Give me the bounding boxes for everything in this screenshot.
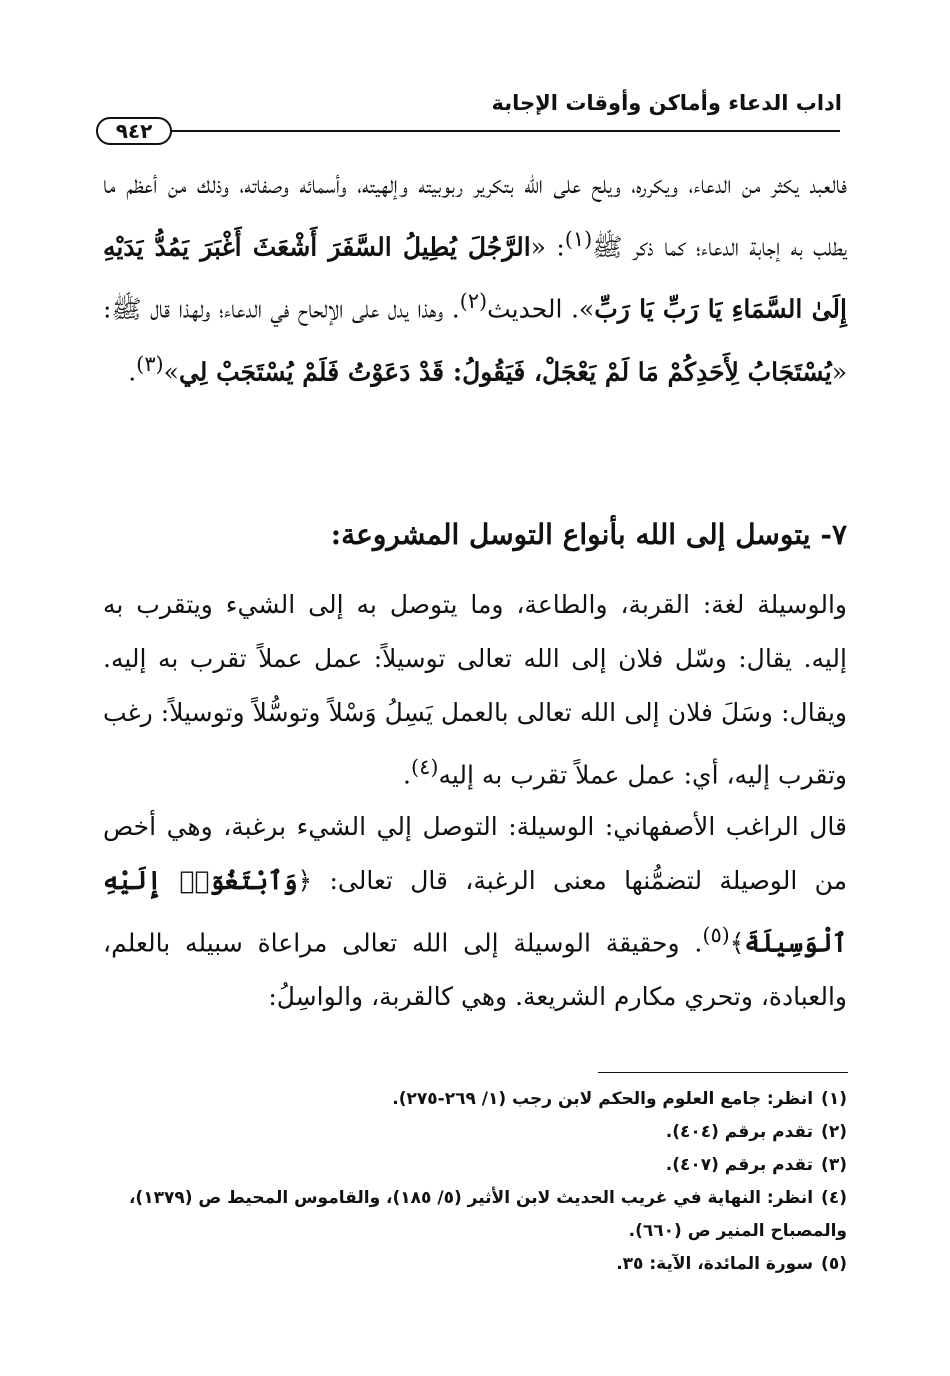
- running-title: اداب الدعاء وأماكن وأوقات الإجابة: [491, 91, 842, 115]
- hadith-quote-2: يُسْتَجَابُ لِأَحَدِكُمْ مَا لَمْ يَعْجَلْ، فَيَقُولُ: قَدْ دَعَوْتُ فَلَمْ يُسْتَجَبْ لِي: [178, 356, 832, 386]
- paragraph-1-text-c: ». الحديث: [487, 294, 595, 324]
- footnote-text: انظر: النهاية في غريب الحديث لابن الأثير (٥/ ١٨٥)، والقاموس المحيط ص (١٣٧٩)، والمصباح المنير ص (٦٦٠).: [128, 1188, 847, 1241]
- footnote-ref-1[interactable]: (١): [564, 227, 593, 251]
- footnote-text: تقدم برقم (٤٠٧).: [665, 1155, 814, 1175]
- paragraph-1-text-a: فالعبد يكثر من الدعاء، ويكرره، ويلح على الله بتكرير ربوبيته وإلهيته، وأسمائه وصفاته، وذلك من أعظم ما يطلب به إجابة الدعاء؛ كما ذكر ﷺ: [103, 170, 847, 262]
- paragraph-2-text-b: .: [403, 760, 411, 790]
- paragraph-3-text-c: . وحقيقة الوسيلة إلى الله تعالى مراعاة سبيله بالعلم، والعبادة، وتحري مكارم الشريعة. وهي كالقربة، والواسِلُ:: [103, 928, 847, 1012]
- footnote-number: (٤): [821, 1188, 847, 1208]
- footnote-text: سورة المائدة، الآية: ٣٥.: [616, 1254, 814, 1274]
- footnote-item: [103, 1083, 847, 1116]
- paragraph-1-text-f: .: [128, 356, 137, 386]
- paragraph-1: [103, 158, 847, 399]
- paragraph-3-text-a: قال الراغب الأصفهاني: الوسيلة: التوصل إلي الشيء برغبة، وهي أخص من الوصيلة لتضمُّنها معنى الرغبة، قال تعالى: ﴿: [103, 812, 847, 895]
- footnote-ref-2[interactable]: (٢): [459, 289, 488, 314]
- paragraph-1-text-d: . وهذا يدل على الإلحاح في الدعاء؛ ولهذا قال ﷺ: «: [103, 294, 847, 386]
- paragraph-3-text-b: ﴾: [729, 928, 745, 958]
- footnote-text: انظر: جامع العلوم والحكم لابن رجب (١/ ٢٦٩-٢٧٥).: [392, 1089, 814, 1109]
- footnote-item: [103, 1116, 847, 1149]
- header-rule: [172, 130, 840, 132]
- page-number-badge: ٩٤٢: [96, 117, 172, 145]
- footnote-item: [103, 1182, 847, 1248]
- paragraph-2-text-a: والوسيلة لغة: القربة، والطاعة، وما يتوصل به إلى الشيء ويتقرب به إليه. يقال: وسّل فلان إلى الله تعالى توسيلاً: عمل عملاً تقرب به إليه. ويقال: وسَلَ فلان إلى الله تعالى بالعمل يَسِلُ وَسْلاً وتوسُّلاً وتوسيلاً: رغب وتقرب إليه، أي: عمل عملاً تقرب به إليه: [103, 590, 847, 790]
- footnote-number: (٥): [821, 1254, 847, 1274]
- footnote-number: (٣): [821, 1155, 847, 1175]
- paragraph-1-text-e: »: [163, 356, 179, 386]
- paragraph-3: [103, 800, 847, 1024]
- footnote-ref-5[interactable]: (٥): [702, 923, 730, 947]
- footnote-item: [103, 1149, 847, 1182]
- quran-quote: وَٱبْتَغُوٓا۟ إِلَيْهِ ٱلْوَسِيلَةَ: [103, 866, 847, 958]
- footnote-number: (٢): [821, 1122, 847, 1142]
- footnote-ref-3[interactable]: (٣): [136, 351, 164, 376]
- section-heading: ٧- يتوسل إلى الله بأنواع التوسل المشروعة:: [330, 518, 847, 551]
- footnote-ref-4[interactable]: (٤): [410, 755, 439, 779]
- footnote-number: (١): [821, 1089, 847, 1109]
- footnotes-list: [103, 1083, 847, 1281]
- footnote-item: [103, 1248, 847, 1281]
- hadith-quote-1: الرَّجُلَ يُطِيلُ السَّفَرَ أَشْعَثَ أَغْبَرَ يَمُدُّ يَدَيْهِ إِلَىٰ السَّمَاءِ يَا رَبِّ يَا رَبِّ: [103, 232, 847, 324]
- footnote-text: تقدم برقم (٤٠٤).: [665, 1122, 814, 1142]
- paragraph-1-text-b: : «: [530, 232, 565, 262]
- paragraph-2: [103, 578, 847, 802]
- footnote-separator: [598, 1072, 848, 1073]
